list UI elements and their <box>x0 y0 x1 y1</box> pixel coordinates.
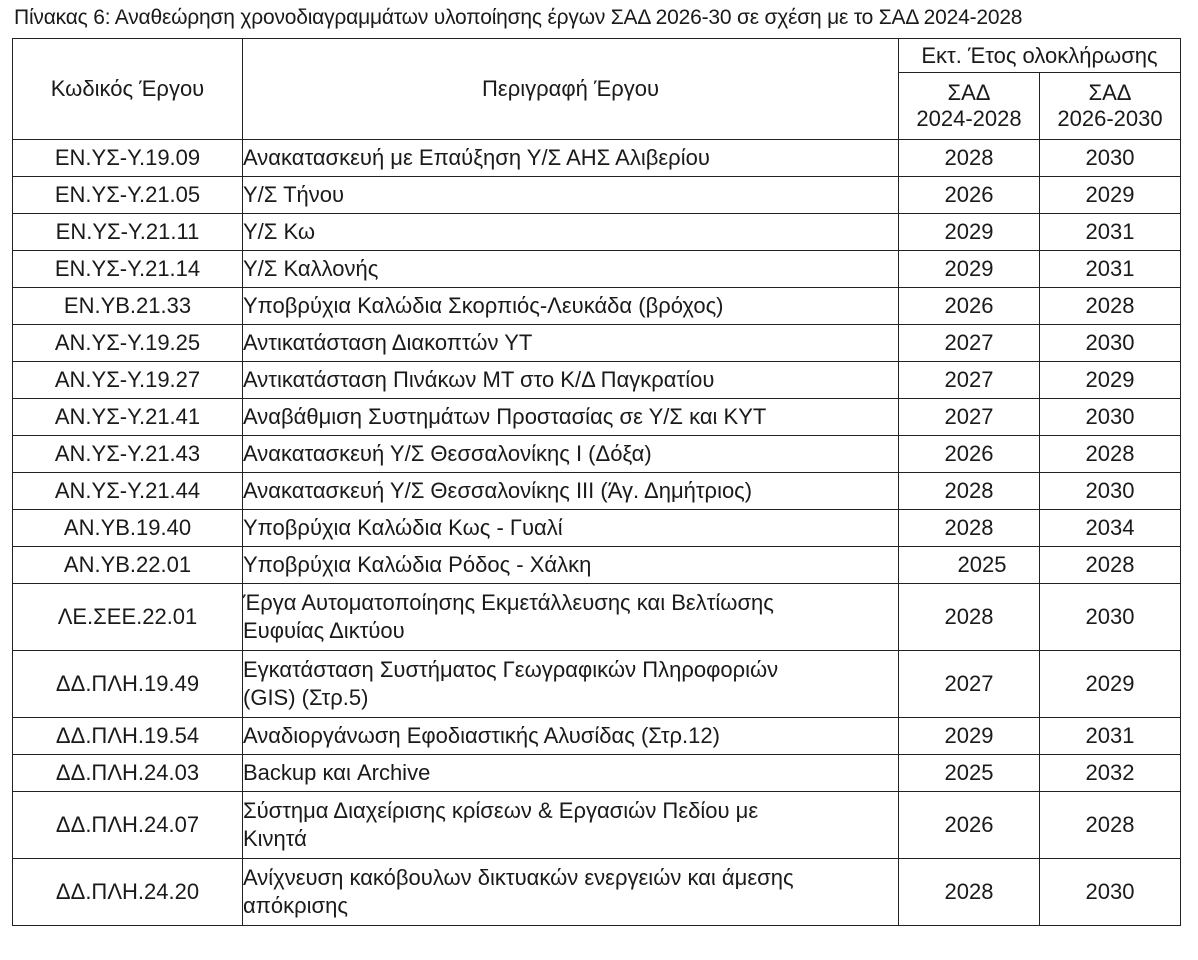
header-project-code: Κωδικός Έργου <box>13 39 243 140</box>
project-description-line: Αντικατάσταση Πινάκων ΜΤ στο Κ/Δ Παγκρατίου <box>243 367 715 392</box>
project-code-cell: ΔΔ.ΠΛΗ.24.20 <box>13 859 243 926</box>
completion-year-2024-2028-cell: 2027 <box>899 325 1040 362</box>
header-plan-b-line2: 2026-2030 <box>1057 106 1163 131</box>
completion-year-2026-2030-cell: 2030 <box>1040 859 1181 926</box>
project-description-line: Αντικατάσταση Διακοπτών ΥΤ <box>243 330 533 355</box>
completion-year-2024-2028-cell: 2029 <box>899 214 1040 251</box>
table-row <box>13 399 1181 436</box>
project-description-cell <box>243 473 899 510</box>
completion-year-2026-2030-cell: 2028 <box>1040 436 1181 473</box>
table-row <box>13 584 1181 651</box>
table-row <box>13 792 1181 859</box>
project-code-cell: ΑΝ.ΥΣ-Υ.21.41 <box>13 399 243 436</box>
project-description-line: Backup και Archive <box>243 760 431 785</box>
project-description-line: Ανακατασκευή με Επαύξηση Υ/Σ ΑΗΣ Αλιβερίου <box>243 145 710 170</box>
project-description-line: Υποβρύχια Καλώδια Κως - Γυαλί <box>243 515 563 540</box>
header-plan-a-line1: ΣΑΔ <box>947 80 991 105</box>
project-code-cell: ΕΝ.ΥΣ-Υ.21.14 <box>13 251 243 288</box>
completion-year-2026-2030-cell: 2031 <box>1040 251 1181 288</box>
completion-year-2026-2030-cell: 2030 <box>1040 140 1181 177</box>
project-code-cell: ΑΝ.ΥΒ.22.01 <box>13 547 243 584</box>
project-code-cell: ΑΝ.ΥΣ-Υ.21.43 <box>13 436 243 473</box>
header-completion-year: Εκτ. Έτος ολοκλήρωσης <box>899 39 1181 73</box>
header-plan-2024-2028 <box>899 73 1040 140</box>
project-description-cell <box>243 859 899 926</box>
header-plan-a-line2: 2024-2028 <box>916 106 1022 131</box>
project-description-line: Υποβρύχια Καλώδια Ρόδος - Χάλκη <box>243 552 592 577</box>
project-code-cell: ΕΝ.ΥΣ-Υ.21.05 <box>13 177 243 214</box>
project-description-line: Αναβάθμιση Συστημάτων Προστασίας σε Υ/Σ και ΚΥΤ <box>243 404 767 429</box>
completion-year-2024-2028-cell: 2026 <box>899 436 1040 473</box>
project-code-cell: ΔΔ.ΠΛΗ.24.07 <box>13 792 243 859</box>
project-description-cell <box>243 436 899 473</box>
table-row <box>13 177 1181 214</box>
projects-schedule-table <box>12 38 1181 926</box>
project-code-cell: ΕΝ.ΥΒ.21.33 <box>13 288 243 325</box>
table-row <box>13 755 1181 792</box>
completion-year-2026-2030-cell: 2028 <box>1040 288 1181 325</box>
project-code-cell: ΛΕ.ΣΕΕ.22.01 <box>13 584 243 651</box>
completion-year-2026-2030-cell: 2030 <box>1040 325 1181 362</box>
completion-year-2026-2030-cell: 2029 <box>1040 362 1181 399</box>
completion-year-2024-2028-cell: 2025 <box>899 755 1040 792</box>
project-code-cell: ΑΝ.ΥΒ.19.40 <box>13 510 243 547</box>
project-code-cell: ΑΝ.ΥΣ-Υ.19.27 <box>13 362 243 399</box>
project-description-line: Ανίχνευση κακόβουλων δικτυακών ενεργειών και άμεσης <box>243 865 794 890</box>
table-caption: Πίνακας 6: Αναθεώρηση χρονοδιαγραμμάτων υλοποίησης έργων ΣΑΔ 2026-30 σε σχέση με το ΣΑΔ 2024-2028 <box>14 6 1023 29</box>
completion-year-2024-2028-cell: 2029 <box>899 251 1040 288</box>
project-description-cell <box>243 584 899 651</box>
project-description-line: Υποβρύχια Καλώδια Σκορπιός-Λευκάδα (βρόχος) <box>243 293 724 318</box>
table-row <box>13 325 1181 362</box>
table-row <box>13 547 1181 584</box>
project-code-cell: ΔΔ.ΠΛΗ.19.49 <box>13 651 243 718</box>
completion-year-2024-2028-cell: 2026 <box>899 177 1040 214</box>
completion-year-2024-2028-cell: 2029 <box>899 718 1040 755</box>
completion-year-2026-2030-cell: 2029 <box>1040 177 1181 214</box>
completion-year-2024-2028-cell: 2027 <box>899 399 1040 436</box>
header-row-top <box>13 39 1181 73</box>
completion-year-2026-2030-cell: 2030 <box>1040 473 1181 510</box>
table-row <box>13 362 1181 399</box>
completion-year-2024-2028-cell: 2027 <box>899 362 1040 399</box>
project-description-cell <box>243 214 899 251</box>
header-project-description: Περιγραφή Έργου <box>243 39 899 140</box>
completion-year-2024-2028-cell: 2028 <box>899 510 1040 547</box>
project-code-cell: ΕΝ.ΥΣ-Υ.21.11 <box>13 214 243 251</box>
table-row <box>13 251 1181 288</box>
project-description-cell <box>243 718 899 755</box>
project-description-line: απόκρισης <box>243 893 348 918</box>
project-description-cell <box>243 399 899 436</box>
table-row <box>13 288 1181 325</box>
project-description-cell <box>243 755 899 792</box>
table-row <box>13 436 1181 473</box>
project-description-cell <box>243 547 899 584</box>
completion-year-2024-2028-cell: 2026 <box>899 288 1040 325</box>
completion-year-2026-2030-cell: 2031 <box>1040 214 1181 251</box>
completion-year-2024-2028-cell: 2027 <box>899 651 1040 718</box>
table-row <box>13 510 1181 547</box>
completion-year-2026-2030-cell: 2029 <box>1040 651 1181 718</box>
project-description-line: Ευφυίας Δικτύου <box>243 618 405 643</box>
table-body <box>13 140 1181 926</box>
completion-year-2026-2030-cell: 2030 <box>1040 399 1181 436</box>
table-row <box>13 473 1181 510</box>
project-description-cell <box>243 140 899 177</box>
table-row <box>13 651 1181 718</box>
project-description-cell <box>243 510 899 547</box>
project-description-line: Κινητά <box>243 826 307 851</box>
completion-year-2024-2028-cell: 2028 <box>899 140 1040 177</box>
project-description-cell <box>243 651 899 718</box>
completion-year-2024-2028-cell: 2025 <box>899 547 1040 584</box>
table-row <box>13 214 1181 251</box>
project-description-line: Σύστημα Διαχείρισης κρίσεων & Εργασιών Πεδίου με <box>243 798 759 823</box>
completion-year-2026-2030-cell: 2028 <box>1040 792 1181 859</box>
table-row <box>13 718 1181 755</box>
project-description-line: (GIS) (Στρ.5) <box>243 685 369 710</box>
project-description-line: Εγκατάσταση Συστήματος Γεωγραφικών Πληροφοριών <box>243 657 779 682</box>
project-code-cell: ΑΝ.ΥΣ-Υ.21.44 <box>13 473 243 510</box>
table-row <box>13 859 1181 926</box>
project-description-cell <box>243 792 899 859</box>
completion-year-2024-2028-cell: 2028 <box>899 584 1040 651</box>
header-plan-2026-2030 <box>1040 73 1181 140</box>
project-code-cell: ΔΔ.ΠΛΗ.24.03 <box>13 755 243 792</box>
project-description-line: Αναδιοργάνωση Εφοδιαστικής Αλυσίδας (Στρ.12) <box>243 723 720 748</box>
completion-year-2026-2030-cell: 2030 <box>1040 584 1181 651</box>
project-code-cell: ΕΝ.ΥΣ-Υ.19.09 <box>13 140 243 177</box>
project-description-line: Υ/Σ Καλλονής <box>243 256 379 281</box>
project-description-line: Υ/Σ Κω <box>243 219 316 244</box>
project-code-cell: ΑΝ.ΥΣ-Υ.19.25 <box>13 325 243 362</box>
completion-year-2026-2030-cell: 2032 <box>1040 755 1181 792</box>
completion-year-2026-2030-cell: 2028 <box>1040 547 1181 584</box>
project-description-line: Ανακατασκευή Υ/Σ Θεσσαλονίκης ΙΙΙ (Άγ. Δημήτριος) <box>243 478 753 503</box>
project-description-cell <box>243 362 899 399</box>
header-plan-b-line1: ΣΑΔ <box>1088 80 1132 105</box>
project-description-line: Έργα Αυτοματοποίησης Εκμετάλλευσης και Βελτίωσης <box>243 590 774 615</box>
completion-year-2024-2028-cell: 2028 <box>899 859 1040 926</box>
project-description-line: Ανακατασκευή Υ/Σ Θεσσαλονίκης Ι (Δόξα) <box>243 441 652 466</box>
completion-year-2026-2030-cell: 2031 <box>1040 718 1181 755</box>
project-code-cell: ΔΔ.ΠΛΗ.19.54 <box>13 718 243 755</box>
completion-year-2026-2030-cell: 2034 <box>1040 510 1181 547</box>
project-description-cell <box>243 325 899 362</box>
project-description-cell <box>243 288 899 325</box>
project-description-cell <box>243 177 899 214</box>
completion-year-2024-2028-cell: 2028 <box>899 473 1040 510</box>
completion-year-2024-2028-cell: 2026 <box>899 792 1040 859</box>
project-description-cell <box>243 251 899 288</box>
table-row <box>13 140 1181 177</box>
project-description-line: Υ/Σ Τήνου <box>243 182 345 207</box>
